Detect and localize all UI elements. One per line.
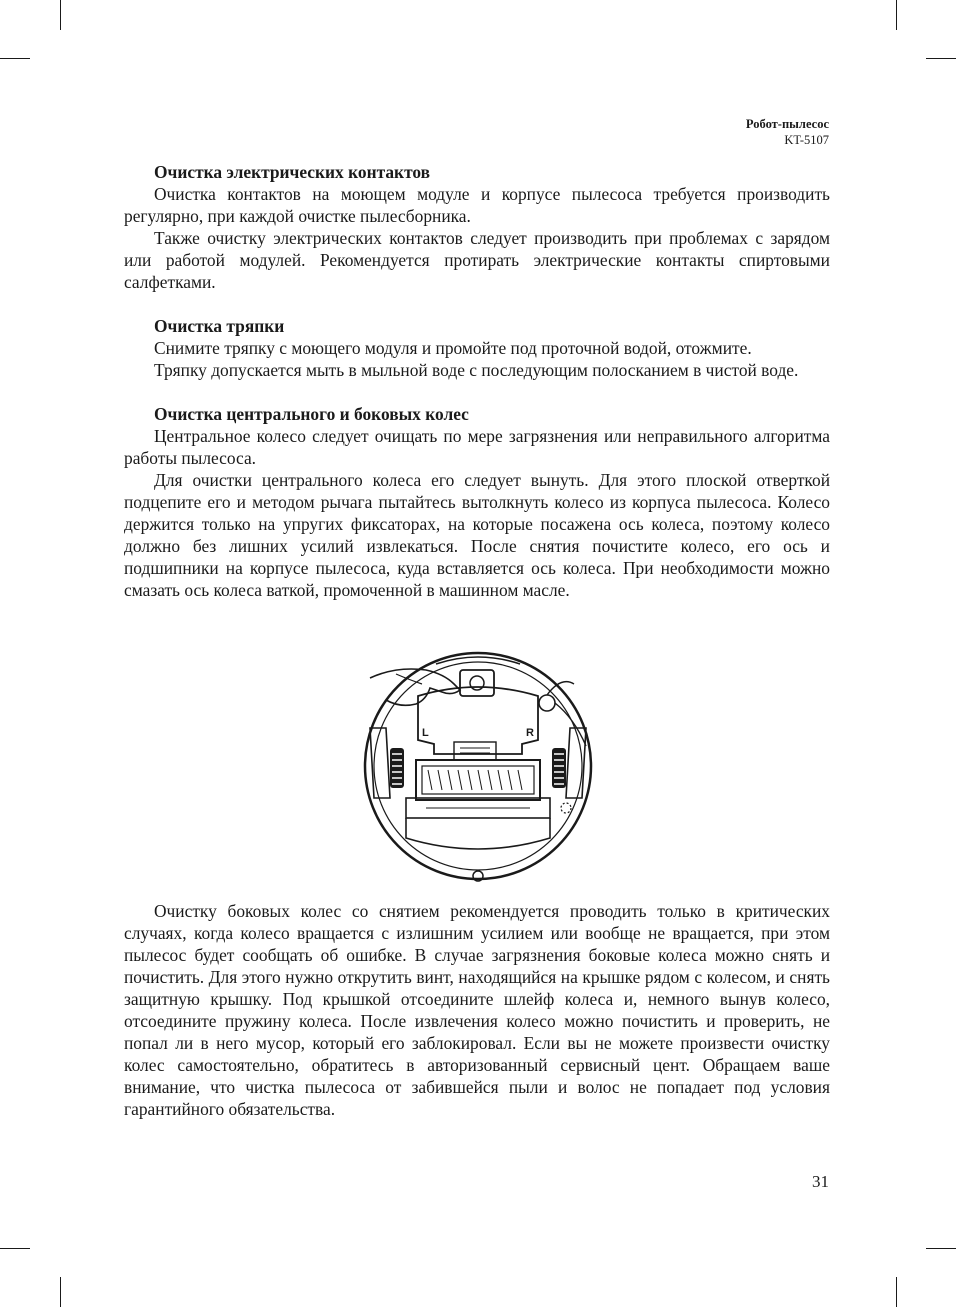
crop-mark-top-left-horizontal — [0, 58, 30, 59]
paragraph: Очистка контактов на моющем модуле и корпусе пылесоса требуется производить регулярно, при каждой очистке пылесборника. — [124, 184, 830, 226]
running-header — [746, 116, 829, 148]
header-product: Робот-пылесос — [745, 117, 829, 131]
left-label: L — [422, 727, 429, 739]
right-label: R — [526, 727, 534, 739]
robot-vacuum-bottom-illustration — [356, 648, 600, 888]
paragraph: Тряпку допускается мыть в мыльной воде с последующим полосканием в чистой воде. — [154, 360, 799, 380]
section-title-wheels: Очистка центрального и боковых колес — [154, 404, 469, 424]
crop-mark-top-right-horizontal — [926, 58, 956, 59]
robot-vacuum-drawing — [356, 648, 600, 888]
section-title-cloth: Очистка тряпки — [154, 316, 285, 336]
side-wheels-text — [124, 900, 830, 1120]
crop-mark-bottom-right-horizontal — [926, 1248, 956, 1249]
section-title-contacts: Очистка электрических контактов — [154, 162, 431, 182]
crop-mark-bottom-left-vertical — [60, 1277, 61, 1307]
crop-mark-top-left-vertical — [60, 0, 61, 30]
paragraph: Также очистку электрических контактов следует производить при проблемах с зарядом или работой модулей. Рекомендуется протирать электрические контакты спиртовыми салфетками. — [124, 228, 830, 292]
paragraph: Очистку боковых колес со снятием рекомендуется проводить только в критических случаях, когда колесо вращается с излишним усилием или вообще не вращается, при этом пылесос будет сообщать об ошибке. В случае загрязнения боковые колеса можно снять и почистить. Для этого нужно открутить винт, находящийся на крышке рядом с колесом, и снять защитную крышку. Под крышкой отсоедините шлейф колеса и, немного вынув колесо, отсоедините пружину колеса. После извлечения колесо можно почистить и проверить, не попал ли в него мусор, который его заблокировал. Если вы не можете произвести очистку колес самостоятельно, обратитесь в авторизованный сервисный цент. Обращаем ваше внимание, что чистка пылесоса от забившейся пыли и волос не попадает под условия гарантийного обязательства. — [124, 901, 830, 1119]
main-content — [124, 161, 830, 601]
paragraph: Снимите тряпку с моющего модуля и промойте под проточной водой, отожмите. — [154, 338, 752, 358]
page-number: 31 — [812, 1172, 829, 1191]
paragraph: Для очистки центрального колеса его следует вынуть. Для этого плоской отверткой подцепите его и методом рычага пытайтесь вытолкнуть колесо из корпуса пылесоса. Колесо держится только на упругих фиксаторах, на которые посажена ось колеса, поэтому колесо должно без лишних усилий извлекаться. После снятия почистите колесо, его ось и подшипники на корпусе пылесоса, куда вставляется ось колеса. При необходимости можно смазать ось колеса ваткой, промоченной в машинном масле. — [124, 470, 830, 600]
paragraph: Центральное колесо следует очищать по мере загрязнения или неправильного алгоритма работы пылесоса. — [124, 426, 830, 468]
crop-mark-bottom-left-horizontal — [0, 1248, 30, 1249]
header-model: KT-5107 — [784, 133, 829, 147]
crop-mark-top-right-vertical — [896, 0, 897, 30]
crop-mark-bottom-right-vertical — [896, 1277, 897, 1307]
